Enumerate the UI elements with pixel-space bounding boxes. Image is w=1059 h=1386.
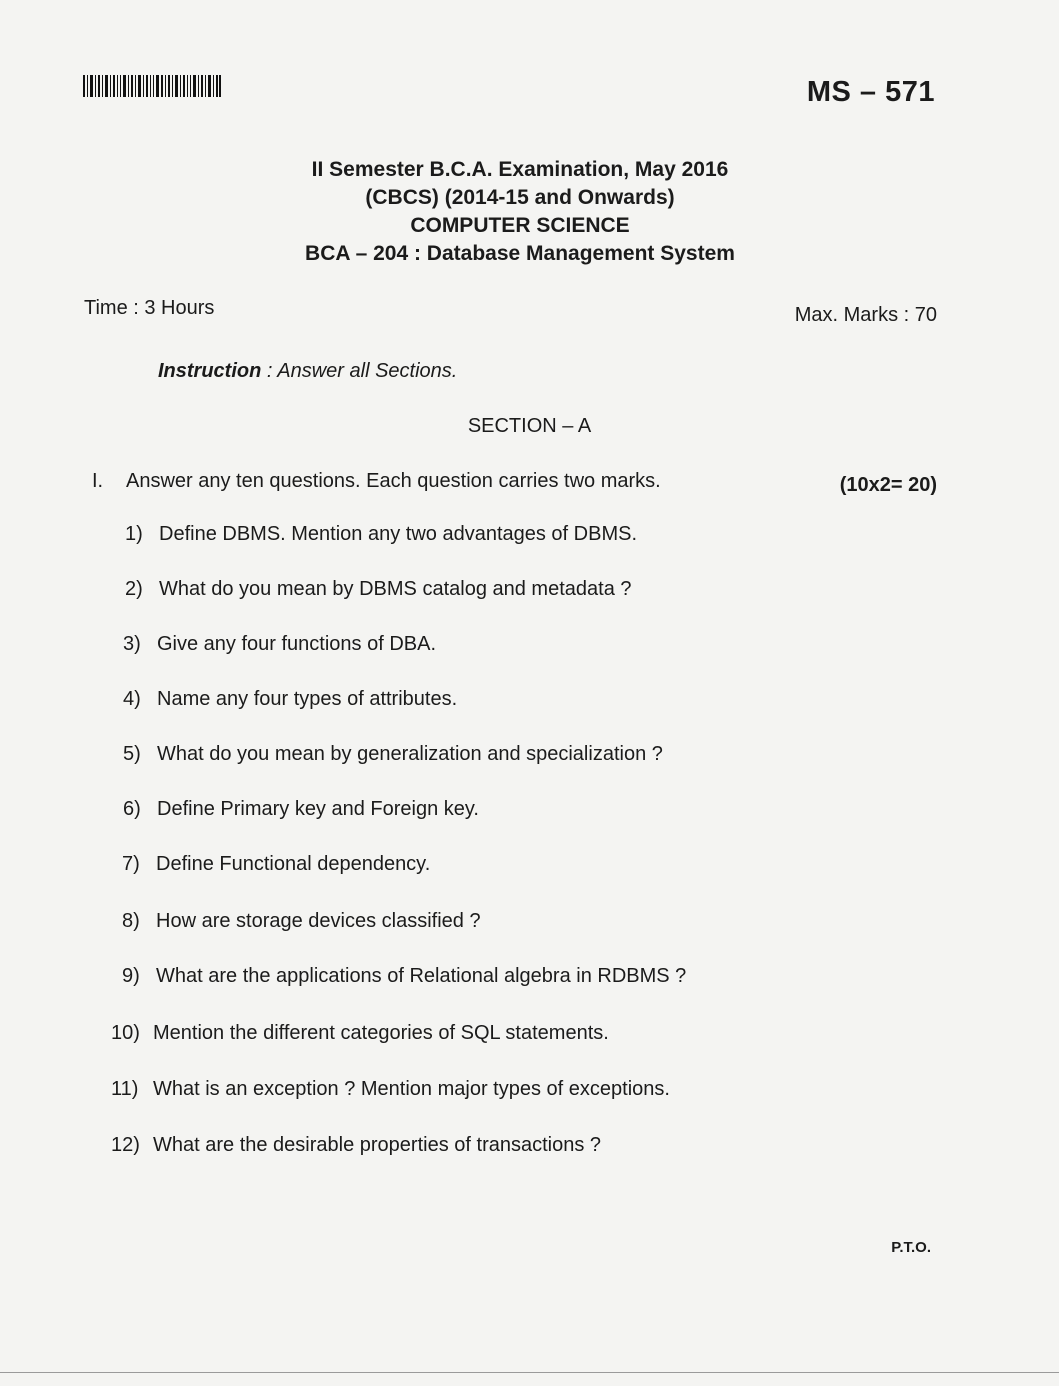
question-text: What do you mean by generalization and specialization ? (157, 743, 663, 765)
section-title: SECTION – A (467, 415, 592, 437)
exam-title: II Semester B.C.A. Examination, May 2016 (311, 158, 729, 181)
question-number: 7) (122, 853, 140, 875)
question-group-marks: (10x2= 20) (839, 474, 937, 496)
question-text: Define Functional dependency. (156, 853, 431, 875)
question-text: Give any four functions of DBA. (157, 633, 437, 655)
exam-header (200, 156, 840, 268)
instruction-label: Instruction (158, 360, 262, 382)
time-allowed: Time : 3 Hours (84, 297, 215, 319)
question-number: 9) (122, 965, 140, 987)
question-item (125, 523, 637, 546)
question-number: 1) (125, 523, 143, 545)
question-item (123, 688, 457, 711)
question-item (125, 578, 632, 601)
question-number: 11) (111, 1078, 139, 1100)
exam-scheme: (CBCS) (2014-15 and Onwards) (365, 186, 675, 209)
question-item (111, 1134, 601, 1157)
question-number: 3) (123, 633, 141, 655)
question-text: Define DBMS. Mention any two advantages of DBMS. (159, 523, 638, 545)
question-number: 12) (111, 1134, 140, 1156)
question-text: What are the applications of Relational algebra in RDBMS ? (156, 965, 687, 987)
question-text: Name any four types of attributes. (157, 688, 458, 710)
max-marks: Max. Marks : 70 (794, 304, 937, 326)
question-number: 10) (111, 1022, 140, 1044)
question-item (111, 1022, 609, 1045)
page-edge-divider (0, 1372, 1059, 1373)
question-text: Define Primary key and Foreign key. (157, 798, 479, 820)
question-item (123, 798, 479, 821)
question-text: How are storage devices classified ? (156, 910, 481, 932)
exam-subject: COMPUTER SCIENCE (410, 214, 630, 237)
question-text: Mention the different categories of SQL statements. (153, 1022, 609, 1044)
question-number: 2) (125, 578, 143, 600)
question-text: What are the desirable properties of transactions ? (153, 1134, 602, 1156)
question-item (123, 743, 663, 766)
question-text: What do you mean by DBMS catalog and metadata ? (159, 578, 632, 600)
instruction (158, 360, 457, 383)
question-number: 6) (123, 798, 141, 820)
paper-code: MS – 571 (806, 76, 935, 108)
question-number: 4) (123, 688, 141, 710)
question-item (122, 853, 430, 876)
question-group-text: Answer any ten questions. Each question carries two marks. (126, 470, 661, 492)
question-item (122, 965, 686, 988)
instruction-text: : Answer all Sections. (261, 360, 458, 382)
exam-paper-name: BCA – 204 : Database Management System (305, 242, 735, 265)
question-text: What is an exception ? Mention major types of exceptions. (153, 1078, 670, 1100)
page-turn-over: P.T.O. (891, 1239, 931, 1256)
question-number: 5) (123, 743, 141, 765)
question-item (123, 633, 436, 656)
question-item (122, 910, 481, 933)
barcode-icon (83, 75, 221, 97)
question-number: 8) (122, 910, 140, 932)
question-item (111, 1078, 670, 1101)
question-group-number: I. (92, 470, 104, 492)
